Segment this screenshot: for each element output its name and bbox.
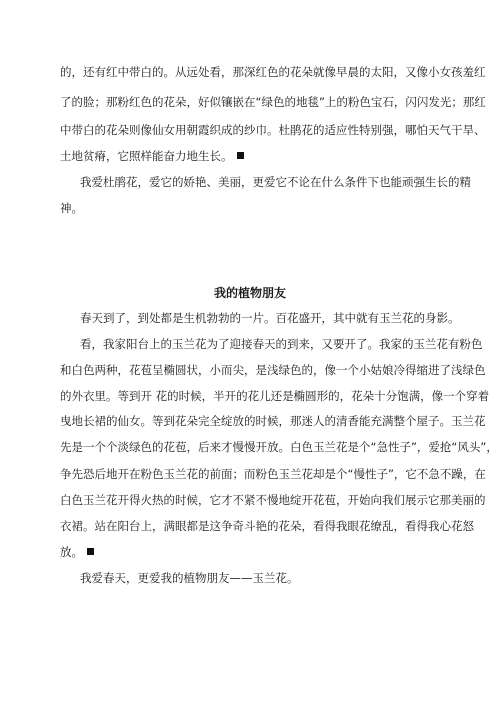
paragraph-line: 争先恐后地开在粉色玉兰花的前面；而粉色玉兰花却是个“慢性子”，它不急不躁，在 <box>60 467 486 481</box>
closing-line-end: 神。 <box>60 201 83 215</box>
paragraph-line: 的，还有红中带白的。从远处看，那深红色的花朵就像早晨的太阳，又像小女孩羞红 <box>60 65 486 79</box>
paragraph-line: 看，我家阳台上的玉兰花为了迎接春天的到来，又要开了。我家的玉兰花有粉色 <box>80 337 483 351</box>
paragraph-line-last: 放。 <box>60 544 440 560</box>
intro-line: 春天到了，到处都是生机勃勃的一片。百花盛开，其中就有玉兰花的身影。 <box>80 311 460 325</box>
paragraph-line: 中带白的花朵则像仙女用朝霞织成的纱巾。杜鹃花的适应性特别强，哪怕天气干旱、 <box>60 123 486 137</box>
paragraph-line: 了的脸；那粉红色的花朵，好似镶嵌在“绿色的地毯”上的粉色宝石，闪闪发光；那红 <box>60 95 486 109</box>
end-mark-icon <box>87 548 94 555</box>
closing-line: 我爱春天，更爱我的植物朋友——玉兰花。 <box>80 571 299 585</box>
paragraph-line: 曳地长裙的仙女。等到花朵完全绽放的时候，那迷人的清香能充满整个屋子。玉兰花 <box>60 414 486 428</box>
paragraph-line: 衣裙。站在阳台上，满眼都是这争奇斗艳的花朵，看得我眼花缭乱，看得我心花怒 <box>60 519 474 533</box>
paragraph-line: 和白色两种，花苞呈椭圆状，小而尖，是浅绿色的，像一个小姑娘冷得缩进了浅绿色 <box>60 363 486 377</box>
essay-title: 我的植物朋友 <box>213 286 286 300</box>
paragraph-line-last: 土地贫瘠，它照样能奋力地生长。 <box>60 148 440 164</box>
end-mark-icon <box>237 152 244 159</box>
paragraph-line: 白色玉兰花开得火热的时候，它才不紧不慢地绽开花苞，开始向我们展示它那美丽的 <box>60 493 486 507</box>
paragraph-line: 的外衣里。等到开 花的时候，半开的花儿还是椭圆形的，花朵十分饱满，像一个穿着 <box>60 389 490 403</box>
closing-line: 我爱杜鹃花，爱它的娇艳、美丽，更爱它不论在什么条件下也能顽强生长的精 <box>80 175 471 189</box>
paragraph-line: 先是一个个淡绿色的花苞，后来才慢慢开放。白色玉兰花是个“急性子”，爱抢“风头”， <box>60 440 498 454</box>
